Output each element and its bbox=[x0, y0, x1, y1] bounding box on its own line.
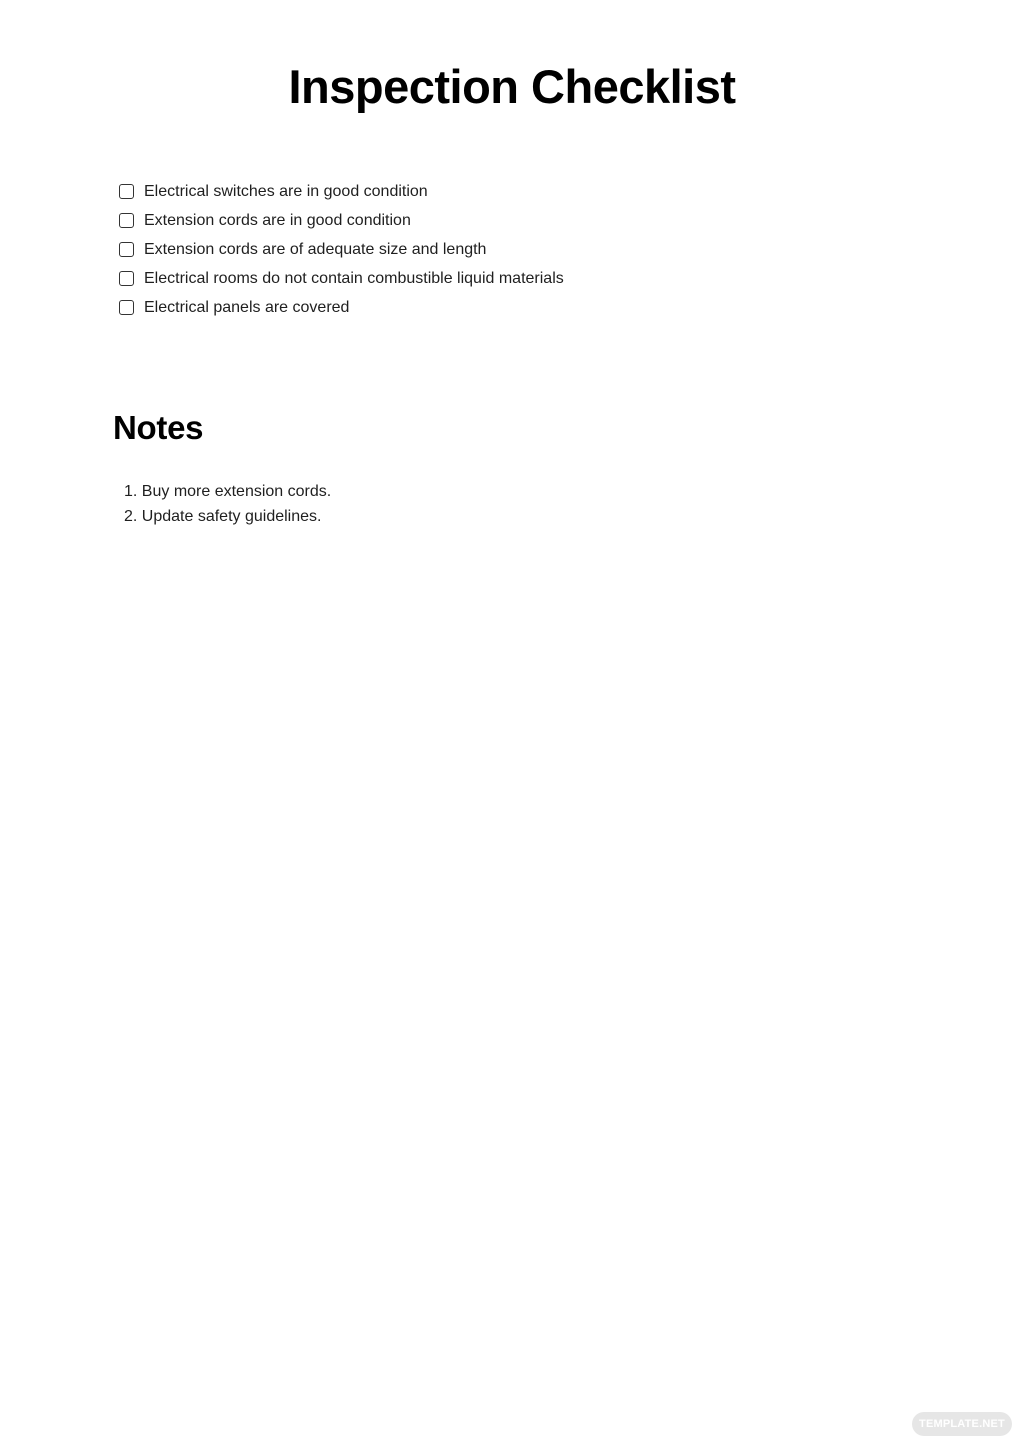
checklist-item bbox=[119, 235, 564, 264]
notes-heading: Notes bbox=[113, 409, 204, 446]
notes-item-number: 2. bbox=[124, 508, 138, 525]
checkbox[interactable] bbox=[119, 242, 134, 257]
checkbox[interactable] bbox=[119, 271, 134, 286]
checklist-item-label: Electrical rooms do not contain combustible liquid materials bbox=[144, 269, 564, 287]
notes-item-text: Buy more extension cords. bbox=[141, 483, 332, 500]
checklist-item bbox=[119, 264, 564, 293]
checklist-item-label: Electrical switches are in good condition bbox=[144, 182, 428, 200]
checkbox[interactable] bbox=[119, 184, 134, 199]
notes-list bbox=[124, 479, 331, 529]
watermark-badge bbox=[912, 1412, 1012, 1436]
notes-item-number: 1. bbox=[124, 483, 138, 500]
checklist-item-label: Extension cords are of adequate size and length bbox=[144, 240, 487, 258]
checklist-item bbox=[119, 177, 564, 206]
notes-item bbox=[124, 504, 331, 529]
page-title: Inspection Checklist bbox=[288, 60, 736, 113]
notes-item-text: Update safety guidelines. bbox=[141, 508, 322, 525]
checklist-item bbox=[119, 293, 564, 322]
checklist-item bbox=[119, 206, 564, 235]
notes-item bbox=[124, 479, 331, 504]
checkbox[interactable] bbox=[119, 213, 134, 228]
checklist-item-label: Extension cords are in good condition bbox=[144, 211, 411, 229]
watermark-text: TEMPLATE.NET bbox=[919, 1418, 1005, 1430]
checklist bbox=[119, 177, 564, 322]
checklist-item-label: Electrical panels are covered bbox=[144, 298, 350, 316]
checkbox[interactable] bbox=[119, 300, 134, 315]
